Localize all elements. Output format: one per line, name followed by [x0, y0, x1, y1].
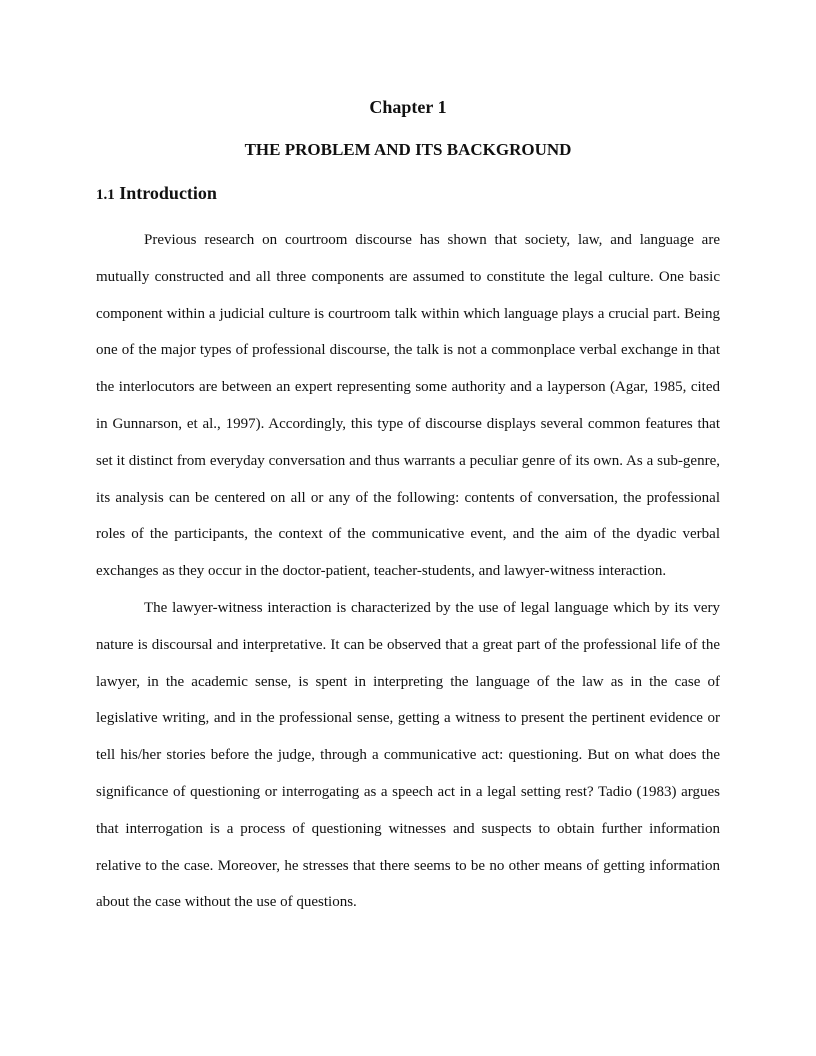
- body-text: [96, 222, 720, 921]
- section-title: Introduction: [119, 183, 217, 203]
- paragraph: The lawyer-witness interaction is characterized by the use of legal language which by its very nature is discoursal and interpretative. It can be observed that a great part of the professional life of the lawyer, in the academic sense, is spent in interpreting the language of the law as in the case of legislative writing, and in the professional sense, getting a witness to present the pertinent evidence or tell his/her stories before the judge, through a communicative act: questioning. But on what does the significance of questioning or interrogating as a speech act in a legal setting rest? Tadio (1983) argues that interrogation is a process of questioning witnesses and suspects to obtain further information relative to the case. Moreover, he stresses that there seems to be no other means of getting information about the case without the use of questions.: [96, 599, 720, 911]
- section-heading: [96, 181, 217, 207]
- section-number: 1.1: [96, 187, 115, 203]
- chapter-heading: Chapter 1: [369, 97, 447, 117]
- paragraph: Previous research on courtroom discourse has shown that society, law, and language are mutually constructed and all three components are assumed to constitute the legal culture. One basic component within a judicial culture is courtroom talk within which language plays a crucial part. Being one of the major types of professional discourse, the talk is not a commonplace verbal exchange in that the interlocutors are between an expert representing some authority and a layperson (Agar, 1985, cited in Gunnarson, et al., 1997). Accordingly, this type of discourse displays several common features that set it distinct from everyday conversation and thus warrants a peculiar genre of its own. As a sub-genre, its analysis can be centered on all or any of the following: contents of conversation, the professional roles of the participants, the context of the communicative event, and the aim of the dyadic verbal exchanges as they occur in the doctor-patient, teacher-students, and lawyer-witness interaction.: [96, 232, 720, 580]
- chapter-title: THE PROBLEM AND ITS BACKGROUND: [244, 140, 572, 159]
